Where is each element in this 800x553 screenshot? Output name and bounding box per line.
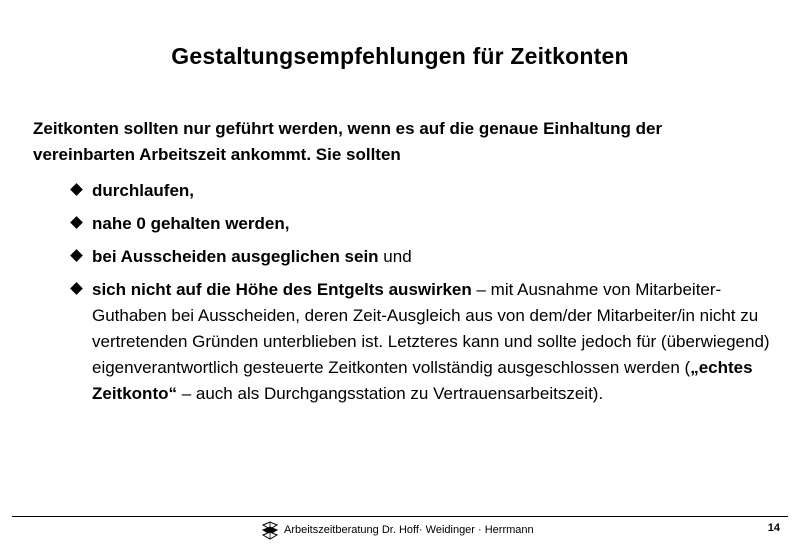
footer bbox=[0, 521, 800, 543]
list-item bbox=[70, 211, 770, 237]
bullet-normal-text-end: – auch als Durchgangsstation zu Vertrauensarbeitszeit). bbox=[177, 384, 604, 403]
diamond-bullet-icon bbox=[70, 216, 83, 229]
page-number: 14 bbox=[767, 522, 780, 534]
footer-divider bbox=[12, 516, 788, 517]
bullet-normal-text: und bbox=[378, 247, 412, 266]
bullet-bold-text-emphasis: „echtes Zeitkonto“ bbox=[92, 358, 753, 403]
list-item bbox=[70, 244, 770, 270]
diamond-bullet-icon bbox=[70, 183, 83, 196]
bullet-list bbox=[70, 178, 770, 414]
company-logo-icon bbox=[261, 521, 279, 541]
list-item bbox=[70, 277, 770, 407]
list-item bbox=[70, 178, 770, 204]
page-title: Gestaltungsempfehlungen für Zeitkonten bbox=[171, 43, 629, 69]
footer-organization: Arbeitszeitberatung Dr. Hoff· Weidinger · Herrmann bbox=[284, 524, 534, 536]
bullet-bold-text: bei Ausscheiden ausgeglichen sein bbox=[92, 247, 379, 266]
bullet-bold-text: durchlaufen, bbox=[92, 181, 195, 200]
bullet-bold-text: sich nicht auf die Höhe des Entgelts auswirken bbox=[92, 280, 472, 299]
intro-paragraph: Zeitkonten sollten nur geführt werden, wenn es auf die genaue Einhaltung der vereinbarten Arbeitszeit ankommt. Sie sollten bbox=[33, 119, 663, 164]
bullet-bold-text: nahe 0 gehalten werden, bbox=[92, 214, 290, 233]
diamond-bullet-icon bbox=[70, 282, 83, 295]
diamond-bullet-icon bbox=[70, 249, 83, 262]
bullet-normal-text: – mit Ausnahme von Mitarbeiter-Guthaben bei Ausscheiden, deren Zeit-Ausgleich aus von dem/der Mitarbeiter/in nicht zu vertretenden Gründen unterblieben ist. Letzteres kann und sollte jedoch für (überwiegend) eigenverantwortlich gesteuerte Zeitkonten vollständig ausgeschlossen werden ( bbox=[92, 280, 770, 377]
